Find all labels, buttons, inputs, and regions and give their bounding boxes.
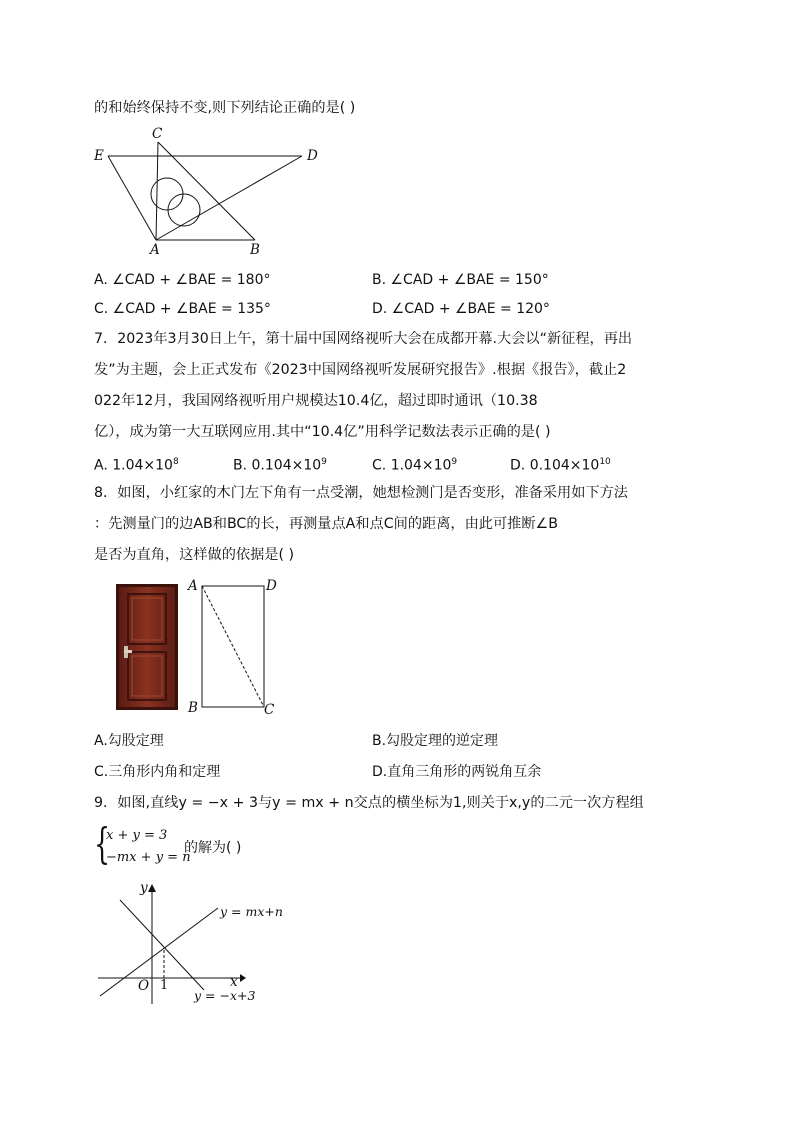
q8-label-d: D xyxy=(266,578,277,594)
q6-label-b: B xyxy=(250,242,260,258)
q9-tail: 的解为( ) xyxy=(184,840,242,856)
q7-option-b-prefix: B. xyxy=(233,457,252,474)
q8-option-b[interactable]: B.勾股定理的逆定理 xyxy=(372,733,499,749)
q8-option-a[interactable]: A.勾股定理 xyxy=(94,733,164,749)
q7-line-2: 发”为主题，会上正式发布《2023中国网络视听发展研究报告》.根据《报告》，截止2 xyxy=(94,362,627,378)
line-neg-x-3-label: y = −x+3 xyxy=(194,988,256,1003)
q6-option-a[interactable]: A. ∠CAD + ∠BAE = 180° xyxy=(94,272,271,288)
q6-option-d[interactable]: D. ∠CAD + ∠BAE = 120° xyxy=(372,301,550,317)
system-brace: { xyxy=(94,819,111,868)
q8-rectangle-diagram xyxy=(186,578,286,720)
origin-label: O xyxy=(138,978,150,994)
y-axis-arrow xyxy=(148,884,156,892)
q6-label-c: C xyxy=(152,126,163,142)
q9-equation-2: −mx + y = n xyxy=(106,850,191,865)
q7-option-a-exponent: 8 xyxy=(172,457,179,467)
q8-line-1: 8．如图，小红家的木门左下角有一点受潮，她想检测门是否变形，准备采用如下方法 xyxy=(94,485,628,501)
q8-line-2: ：先测量门的边AB和BC的长，再测量点A和点C间的距离，由此可推断∠B xyxy=(94,516,558,532)
q8-label-b: B xyxy=(188,700,198,716)
line-mx-n xyxy=(100,908,218,996)
q7-option-b-exponent: 9 xyxy=(321,457,327,467)
q7-option-d[interactable] xyxy=(510,452,611,476)
tick-label-1: 1 xyxy=(160,978,169,993)
q7-option-d-prefix: D. xyxy=(510,457,530,474)
q6-option-c[interactable]: C. ∠CAD + ∠BAE = 135° xyxy=(94,301,271,317)
x-axis-label: x xyxy=(230,974,238,990)
q7-option-c[interactable] xyxy=(372,452,457,476)
line-neg-x-3 xyxy=(120,900,204,990)
q7-option-d-mantissa: 0.104×10 xyxy=(529,457,600,474)
q6-label-e: E xyxy=(94,148,104,164)
q7-option-c-prefix: C. xyxy=(372,457,391,474)
line-mx-n-label: y = mx+n xyxy=(220,904,283,919)
y-axis-label: y xyxy=(140,880,148,896)
q7-option-c-exponent: 9 xyxy=(451,457,458,467)
q9-line-1: 9．如图,直线y = −x + 3与y = mx + n交点的横坐标为1,则关于x,y的二元一次方程组 xyxy=(94,795,644,811)
q7-option-b[interactable] xyxy=(233,452,327,476)
q7-option-a-mantissa: 1.04×10 xyxy=(112,457,173,474)
q7-option-c-mantissa: 1.04×10 xyxy=(390,457,452,474)
q6-option-b[interactable]: B. ∠CAD + ∠BAE = 150° xyxy=(372,272,549,288)
q8-option-d[interactable]: D.直角三角形的两锐角互余 xyxy=(372,764,542,780)
q7-line-3: 022年12月，我国网络视听用户规模达10.4亿，超过即时通讯（10.38 xyxy=(94,393,538,409)
q8-line-3: 是否为直角，这样做的依据是( ) xyxy=(94,547,295,563)
door-image xyxy=(116,584,178,710)
x-axis-arrow xyxy=(240,974,246,982)
q6-stem-tail: 的和始终保持不变,则下列结论正确的是( ) xyxy=(94,100,356,116)
q7-option-b-mantissa: 0.104×10 xyxy=(251,457,322,474)
q7-option-a-prefix: A. xyxy=(94,457,113,474)
q6-diagram xyxy=(92,124,332,264)
q7-option-d-exponent: 10 xyxy=(599,457,611,467)
door-illustration xyxy=(116,584,178,710)
q8-label-c: C xyxy=(264,702,275,718)
q8-option-c[interactable]: C.三角形内角和定理 xyxy=(94,764,221,780)
q8-label-a: A xyxy=(188,578,198,594)
q6-figure xyxy=(92,124,332,264)
q7-line-4: 亿），成为第一大互联网应用.其中“10.4亿”用科学记数法表示正确的是( ) xyxy=(94,424,551,440)
q8-figure xyxy=(186,578,286,720)
q6-label-a: A xyxy=(150,242,160,258)
q9-graph xyxy=(94,878,294,1010)
q7-line-1: 7．2023年3月30日上午，第十届中国网络视听大会在成都开幕.大会以“新征程，再出 xyxy=(94,331,633,347)
q9-equation-1: x + y = 3 xyxy=(106,828,168,843)
q6-label-d: D xyxy=(307,148,318,164)
q7-option-a[interactable] xyxy=(94,452,179,476)
